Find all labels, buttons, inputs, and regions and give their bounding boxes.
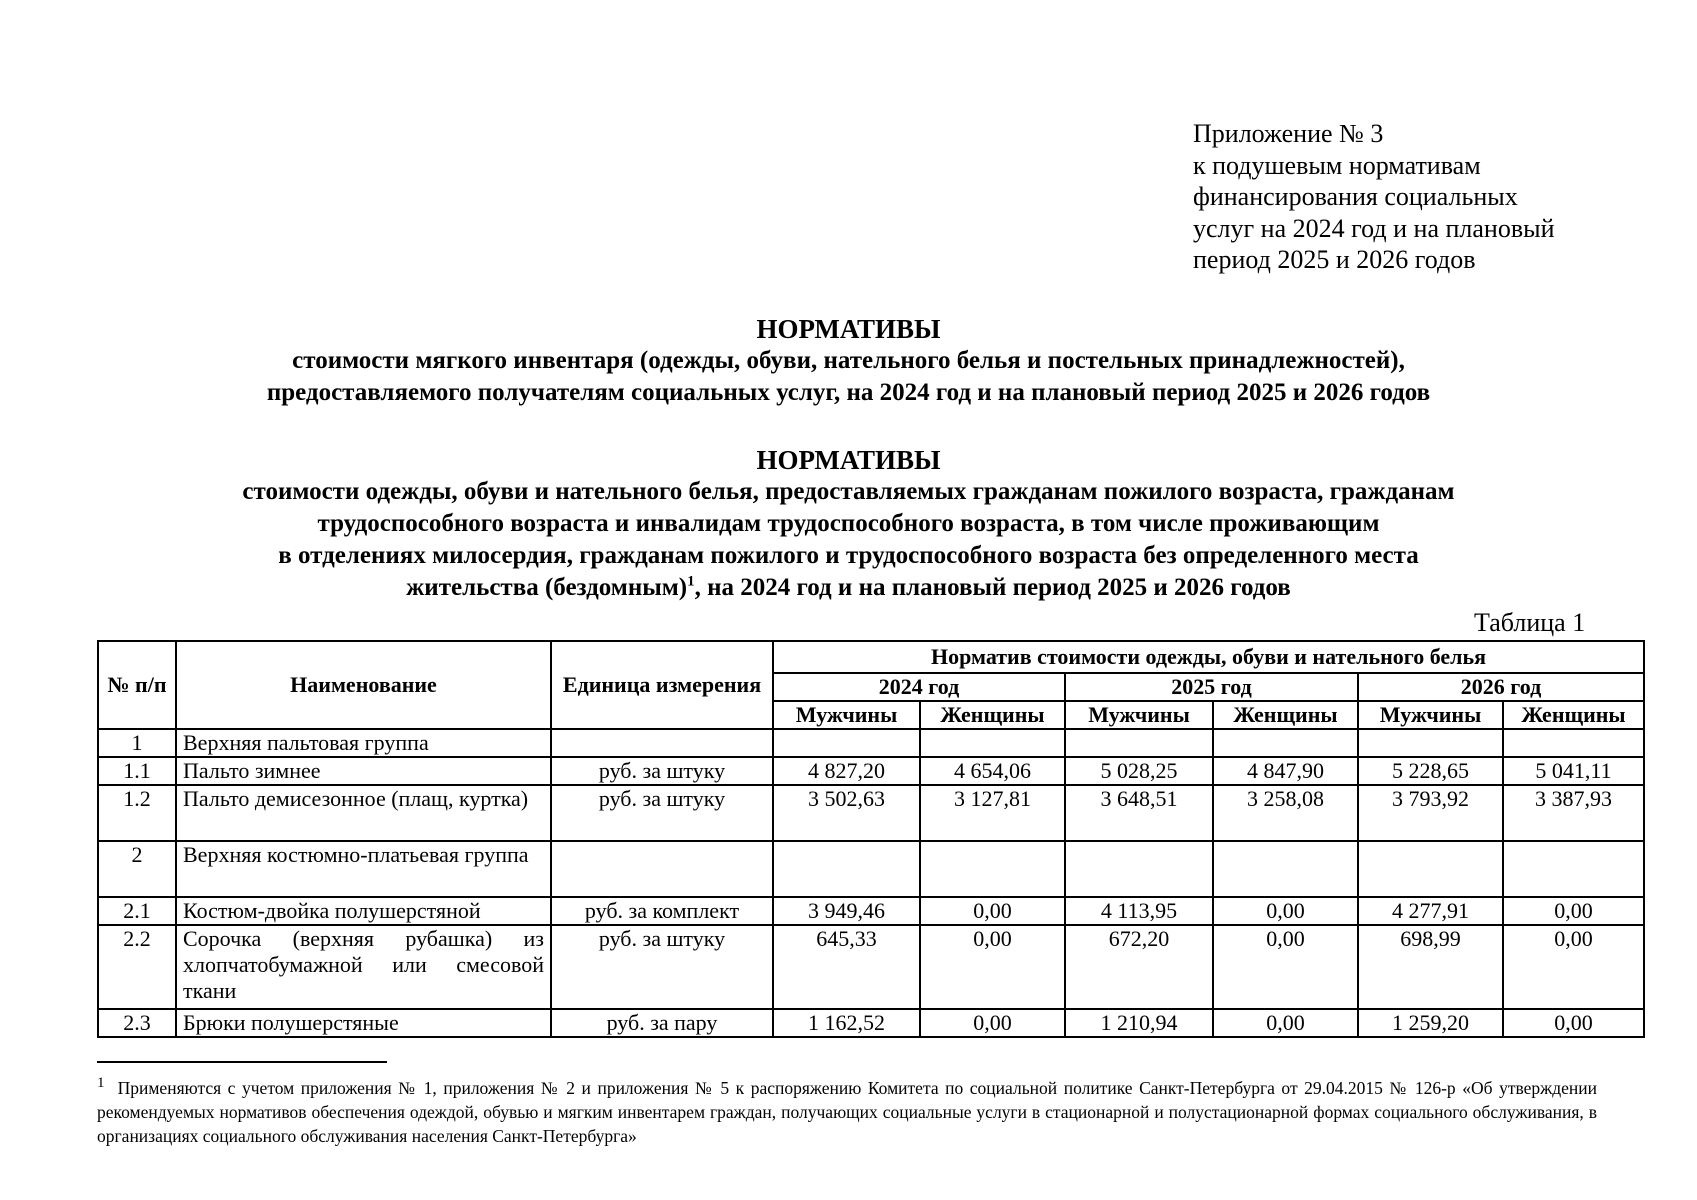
cell-value: 4 847,90 [1213, 757, 1358, 785]
cell-value: 4 113,95 [1065, 897, 1213, 925]
footnote-ref: 1 [687, 573, 695, 590]
cell-name: Верхняя костюмно-платьевая группа [176, 841, 551, 897]
heading-title: НОРМАТИВЫ [756, 314, 941, 344]
cell-value: 0,00 [920, 925, 1065, 1009]
table-row [98, 785, 1644, 841]
col-header-year: 2024 год [773, 673, 1065, 701]
heading-soft-inventory [0, 313, 1697, 409]
cell-value: 5 228,65 [1358, 757, 1503, 785]
cell-value: 4 654,06 [920, 757, 1065, 785]
cell-value: 4 277,91 [1358, 897, 1503, 925]
table-row [98, 897, 1644, 925]
cell-value: 3 258,08 [1213, 785, 1358, 841]
cell-num: 1 [98, 729, 176, 757]
cell-value [1503, 729, 1644, 757]
footnote-text: Применяются с учетом приложения № 1, приложения № 2 и приложения № 5 к распоряжению Комитета по социальной политике Санкт-Петербурга от 29.04.2015 № 126-р «Об утверждении рекомендуемых нормативов обеспечения одеждой, обувью и мягким инвентарем граждан, получающих социальные услуги в стационарной и полустационарной формах социального обслуживания, в организациях социального обслуживания населения Санкт-Петербурга» [97, 1078, 1598, 1146]
cell-value: 0,00 [1213, 925, 1358, 1009]
cell-value [1503, 841, 1644, 897]
table-label: Таблица 1 [1474, 608, 1586, 637]
cell-value [1358, 729, 1503, 757]
cell-value: 3 793,92 [1358, 785, 1503, 841]
cell-num: 2.1 [98, 897, 176, 925]
col-header-men: Мужчины [773, 701, 920, 729]
cell-value: 3 949,46 [773, 897, 920, 925]
cell-value: 0,00 [1503, 1009, 1644, 1037]
cell-name: Пальто зимнее [176, 757, 551, 785]
cell-name: Сорочка (верхняя рубашка) из хлопчатобумажной или смесовой ткани [176, 925, 551, 1009]
cell-unit: руб. за пару [551, 1009, 773, 1037]
cell-num: 1.1 [98, 757, 176, 785]
cell-value [1213, 841, 1358, 897]
cell-value: 1 210,94 [1065, 1009, 1213, 1037]
cell-value: 4 827,20 [773, 757, 920, 785]
table-row [98, 925, 1644, 1009]
cell-unit: руб. за штуку [551, 925, 773, 1009]
cell-value: 0,00 [1503, 925, 1644, 1009]
cell-name: Брюки полушерстяные [176, 1009, 551, 1037]
cell-value: 698,99 [1358, 925, 1503, 1009]
cell-value: 3 127,81 [920, 785, 1065, 841]
heading-line: стоимости одежды, обуви и нательного белья, предоставляемых гражданам пожилого возраста, гражданам [242, 478, 1455, 505]
col-header-men: Мужчины [1065, 701, 1213, 729]
table-row [98, 729, 1644, 757]
heading-title: НОРМАТИВЫ [756, 445, 941, 475]
cell-value: 3 502,63 [773, 785, 920, 841]
col-header-women: Женщины [1213, 701, 1358, 729]
cell-num: 2.2 [98, 925, 176, 1009]
heading-line: трудоспособного возраста и инвалидам трудоспособного возраста, в том числе проживающим [317, 510, 1380, 537]
norms-table [97, 640, 1645, 1038]
col-header-men: Мужчины [1358, 701, 1503, 729]
cell-value: 0,00 [920, 897, 1065, 925]
appendix-line: Приложение № 3 [1193, 119, 1384, 148]
cell-unit [551, 729, 773, 757]
heading-clothing [0, 444, 1697, 604]
footnote-divider [97, 1061, 387, 1063]
cell-value: 0,00 [1213, 1009, 1358, 1037]
cell-unit: руб. за штуку [551, 785, 773, 841]
table-row [98, 1009, 1644, 1037]
heading-line: в отделениях милосердия, гражданам пожилого и трудоспособного возраста без определенного места [278, 542, 1419, 569]
appendix-block [1193, 118, 1673, 276]
cell-num: 2 [98, 841, 176, 897]
cell-value: 3 387,93 [1503, 785, 1644, 841]
col-header-name: Наименование [176, 641, 551, 729]
cell-unit [551, 841, 773, 897]
cell-value: 0,00 [1213, 897, 1358, 925]
cell-value [1065, 729, 1213, 757]
cell-value: 0,00 [920, 1009, 1065, 1037]
cell-value: 645,33 [773, 925, 920, 1009]
cell-num: 2.3 [98, 1009, 176, 1037]
heading-line: предоставляемого получателям социальных услуг, на 2024 год и на плановый период 2025 и 2026 годов [266, 379, 1431, 406]
appendix-line: период 2025 и 2026 годов [1193, 245, 1476, 274]
cell-unit: руб. за штуку [551, 757, 773, 785]
cell-unit: руб. за комплект [551, 897, 773, 925]
cell-value: 5 028,25 [1065, 757, 1213, 785]
col-header-year: 2026 год [1358, 673, 1644, 701]
col-header-num: № п/п [98, 641, 176, 729]
cell-value [773, 729, 920, 757]
col-header-year: 2025 год [1065, 673, 1358, 701]
heading-line-text: , на 2024 год и на плановый период 2025 и 2026 годов [694, 574, 1291, 601]
cell-value: 1 162,52 [773, 1009, 920, 1037]
col-header-norm: Норматив стоимости одежды, обуви и нательного белья [773, 641, 1644, 673]
appendix-line: к подушевым нормативам [1193, 150, 1481, 180]
cell-value: 1 259,20 [1358, 1009, 1503, 1037]
appendix-line: финансирования социальных [1193, 182, 1518, 211]
heading-line [0, 572, 1697, 604]
cell-value: 3 648,51 [1065, 785, 1213, 841]
cell-value [920, 729, 1065, 757]
col-header-women: Женщины [920, 701, 1065, 729]
cell-name: Пальто демисезонное (плащ, куртка) [176, 785, 551, 841]
footnote [97, 1076, 1597, 1148]
col-header-unit: Единица измерения [551, 641, 773, 729]
cell-value [920, 841, 1065, 897]
heading-line: стоимости мягкого инвентаря (одежды, обуви, нательного белья и постельных принадлежностей), [292, 347, 1405, 374]
appendix-line: услуг на 2024 год и на плановый [1193, 213, 1555, 243]
cell-value: 5 041,11 [1503, 757, 1644, 785]
cell-value: 0,00 [1503, 897, 1644, 925]
table-row [98, 841, 1644, 897]
table-row [98, 757, 1644, 785]
cell-value [773, 841, 920, 897]
cell-value [1065, 841, 1213, 897]
cell-value [1358, 841, 1503, 897]
footnote-marker: 1 [97, 1075, 105, 1092]
heading-line-text: жительства (бездомным) [406, 574, 688, 601]
cell-name: Верхняя пальтовая группа [176, 729, 551, 757]
cell-value: 672,20 [1065, 925, 1213, 1009]
cell-value [1213, 729, 1358, 757]
cell-num: 1.2 [98, 785, 176, 841]
col-header-women: Женщины [1503, 701, 1644, 729]
cell-name: Костюм-двойка полушерстяной [176, 897, 551, 925]
